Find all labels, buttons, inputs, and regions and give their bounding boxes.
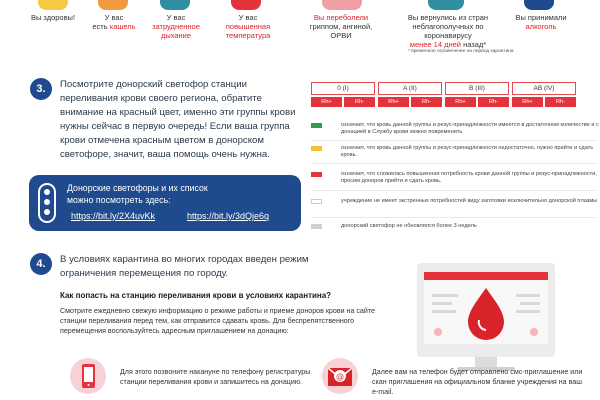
traffic-link-2[interactable]: https://bit.ly/3dQje6q	[187, 211, 270, 221]
alcohol-icon	[524, 0, 554, 10]
top-label-travel: Вы вернулись из стран неблагополучных по коронавирусу менее 14 дней назад*	[407, 13, 489, 49]
phone-icon	[70, 358, 106, 394]
breathing-icon	[160, 0, 190, 10]
top-label-breathing: У вас затрудненное дыхание	[152, 13, 200, 40]
rh-cell: Rh+	[512, 97, 543, 107]
healthy-icon	[38, 0, 68, 10]
traffic-link-1[interactable]: https://bit.ly/2X4uvKk	[71, 211, 156, 221]
email-icon	[322, 358, 358, 394]
step-4-badge: 4.	[30, 253, 52, 275]
bottom-left-text: Для этого позвоните накануне по телефону регистратуры станции переливания крови и запишитесь на донацию.	[120, 368, 311, 387]
blood-group-a: A (II)	[378, 82, 442, 95]
step-4-paragraph: Смотрите ежедневно свежую информацию о режиме работы и приеме доноров крови на сайте станции переливания перед тем, как отправится сдавать кровь. Для беспрепятственного перемещения воспользуйтесь адресным приглашением на донацию:	[60, 307, 375, 336]
top-label-alcohol: Вы принимали алкоголь	[515, 13, 567, 31]
step-4-question: Как попасть на станцию переливания крови в условиях карантина?	[60, 291, 332, 300]
top-label-healthy: Вы здоровы!	[30, 13, 76, 22]
rh-cell: Rh-	[545, 97, 576, 107]
travel-icon	[428, 0, 464, 10]
blood-drop-icon	[424, 280, 548, 344]
links-title: Донорские светофоры и их список можно посмотреть здесь:	[67, 183, 208, 205]
rh-cell: Rh-	[411, 97, 442, 107]
rh-cell: Rh-	[344, 97, 375, 107]
cough-icon	[98, 0, 128, 10]
svg-text:@: @	[336, 372, 344, 381]
temperature-icon	[231, 0, 261, 10]
rh-cell: Rh-	[478, 97, 509, 107]
flu-icon	[322, 0, 362, 10]
traffic-links-box	[29, 175, 301, 231]
rh-cell: Rh+	[445, 97, 476, 107]
step-3-badge: 3.	[30, 78, 52, 100]
blood-group-b: B (III)	[445, 82, 509, 95]
rh-cell: Rh+	[311, 97, 342, 107]
bottom-right-text: Далее вам на телефон будет отправлено смс-приглашение или скан приглашения на официальном бланке учреждения на ваш e-mail.	[372, 368, 583, 397]
blood-group-ab: AB (IV)	[512, 82, 576, 95]
footnote: * временное ограничение на период карантина	[408, 49, 514, 54]
top-label-cough: У вас есть кашель	[92, 13, 136, 31]
step-3-text: Посмотрите донорский светофор станции переливания крови своего региона, обратите внимание на красный цвет, именно эти группы крови нужны сейчас в первую очередь! Если ваша группа крови отмечена красным цветом в донорском светофоре, значит, ваша помощь очень нужна.	[60, 79, 296, 160]
rh-cell: Rh+	[378, 97, 409, 107]
blood-group-0: 0 (I)	[311, 82, 375, 95]
top-label-temperature: У вас повышенная температура	[225, 13, 271, 40]
top-label-flu: Вы переболели гриппом, ангиной, ОРВИ	[309, 13, 373, 40]
monitor-illustration	[417, 263, 555, 357]
step-4-text: В условиях карантина во многих городах введен режим ограничения перемещения по городу.	[60, 254, 309, 279]
traffic-light-icon	[38, 183, 56, 223]
